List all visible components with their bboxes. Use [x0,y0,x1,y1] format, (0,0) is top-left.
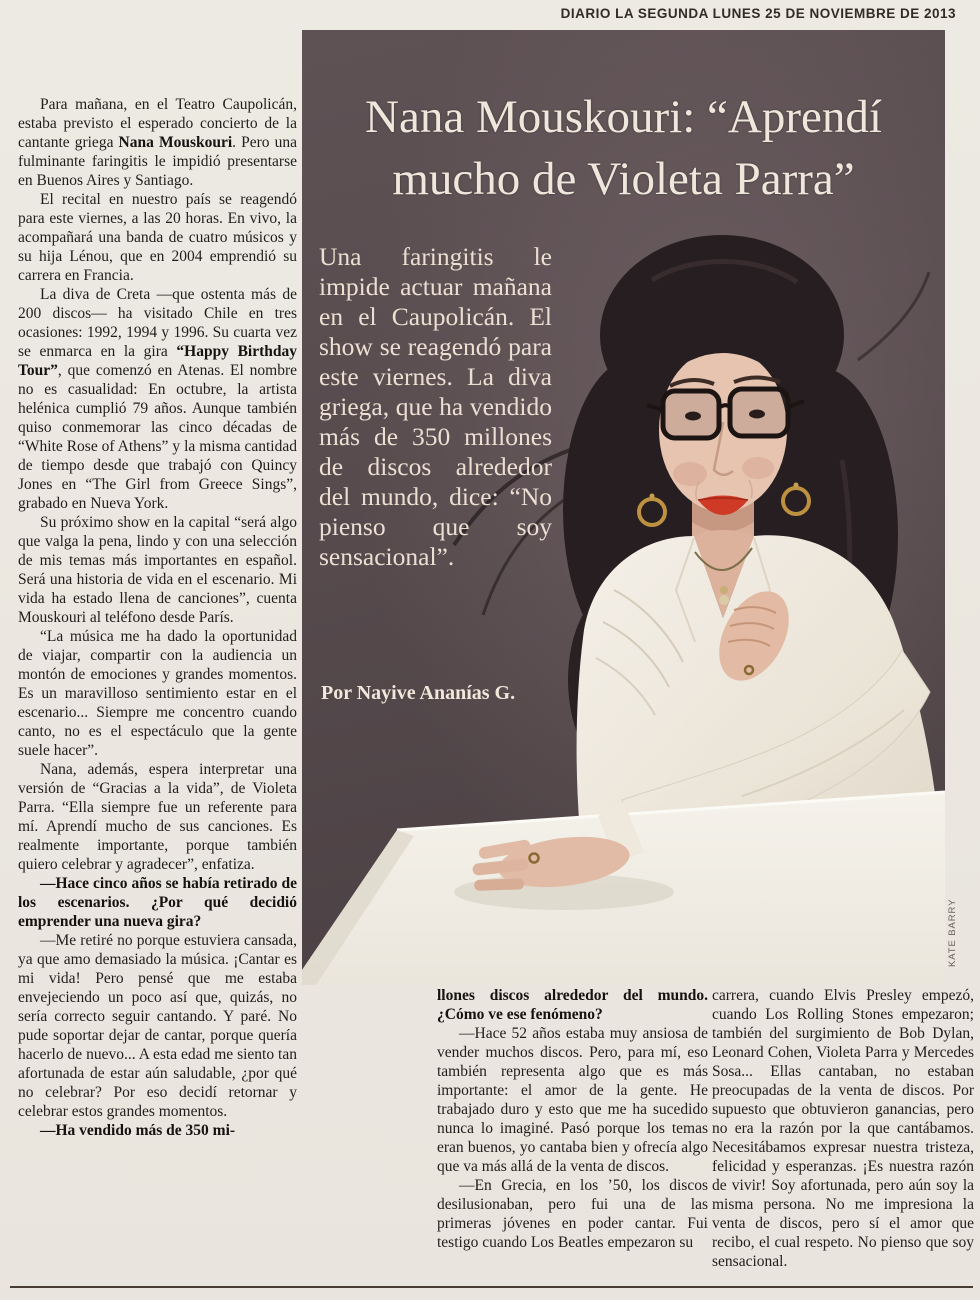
article-column-1 [18,95,297,1140]
article-paragraph: —Hace 52 años estaba muy ansiosa de vender muchos discos. Pero, para mí, eso también representa algo que es más importante: el amor de la gente. He trabajado duro y esto que me ha sucedido nunca lo imaginé. Pasó porque los temas eran buenos, yo cantaba bien y ofrecía algo que va más allá de la venta de discos. [437,1025,708,1175]
article-paragraph: —Me retiré no porque estuviera cansada, ya que amo demasiado la música. ¡Cantar es mi vida! Pero pensé que me estaba envejeciendo un poco así que, quizás, no sería correcto seguir cantando. Y paré. No pude soportar dejar de cantar, porque quería hacerlo de nuevo... A esta edad me siento tan afortunada de estar aún saludable, ¿por qué no celebrar? Por eso decidí retornar y celebrar estos grandes momentos. [18,932,297,1120]
headline-line-2: mucho de Violeta Parra” [392,153,855,205]
article-paragraph: La diva de Creta —que ostenta más de 200 discos— ha visitado Chile en tres ocasiones: 1992, 1994 y 1996. Su cuarta vez se enmarca en la gira “Happy Birthday Tour”, que comenzó en Atenas. El nombre no es casualidad: En octubre, la artista helénica cumplió 79 años. Aunque también quiso conmemorar las cinco décadas de “White Rose of Athens” y la misma cantidad de tiempo desde que trabajó con Quincy Jones en “The Girl from Greece Sings”, grabado en Nueva York. [18,286,297,512]
article-paragraph: llones discos alrededor del mundo. ¿Cómo ve ese fenómeno? [437,987,708,1023]
article-paragraph: El recital en nuestro país se reagendó para este viernes, a las 20 horas. En vivo, la acompañará una banda de cuatro músicos y su hija Lénou, que en 2004 emprendió su carrera en Francia. [18,191,297,284]
article-paragraph: Nana, además, espera interpretar una versión de “Gracias a la vida”, de Violeta Parra. “Ella siempre fue un referente para mí. Aprendí mucho de sus canciones. Es realmente importante, porque también quiero celebrar y agradecer”, enfatiza. [18,761,297,873]
byline: Por Nayive Ananías G. [321,682,516,704]
article-paragraph: —Hace cinco años se había retirado de los escenarios. ¿Por qué decidió emprender una nueva gira? [18,875,297,930]
photo-headline [302,86,945,210]
bottom-rule [10,1286,973,1288]
article-paragraph: —En Grecia, en los ’50, los discos desilusionaban, pero fui una de las primeras jóvenes en poder cantar. Fui testigo cuando Los Beatles empezaron su [437,1177,708,1251]
article-paragraph: Su próximo show en la capital “será algo que valga la pena, lindo y con una selección de mis temas más importantes en español. Será una historia de vida en el escenario. Mi vida ha estado llena de canciones”, cuenta Mouskouri al teléfono desde París. [18,514,297,626]
photo-lede: Una faringitis le impide actuar mañana en el Caupolicán. El show se reagendó para este viernes. La diva griega, que ha vendido más de 350 millones de discos alrededor del mundo, dice: “No pienso que soy sensacional”. [319,242,552,571]
article-photo [302,30,945,985]
photo-credit: KATE BARRY [947,898,958,967]
article-paragraph: —Ha vendido más de 350 mi- [40,1122,236,1139]
article-column-2 [437,986,708,1252]
article-paragraph: “La música me ha dado la oportunidad de viajar, compartir con la audiencia un montón de emociones y grandes momentos. Es un maravilloso sentimiento estar en el escenario... Siempre me concentro cuando canto, no es el espectáculo que la gente suele hacer”. [18,628,297,759]
article-paragraph: Para mañana, en el Teatro Caupolicán, estaba previsto el esperado concierto de la cantante griega Nana Mouskouri. Pero una fulminante faringitis le impidió presentarse en Buenos Aires y Santiago. [18,96,298,189]
masthead: DIARIO LA SEGUNDA LUNES 25 DE NOVIEMBRE DE 2013 [560,6,956,21]
article-paragraph: carrera, cuando Elvis Presley empezó, cuando Los Rolling Stones empezaron; también del surgimiento de Bob Dylan, Leonard Cohen, Violeta Parra y Mercedes Sosa... Ellas cantaban, no estaban preocupadas de la venta de discos. Por supuesto que obtuvieron ganancias, pero no era la razón por la que cantábamos. Necesitábamos expresar nuestra tristeza, felicidad y esperanzas. ¡Es nuestra razón de vivir! Soy afortunada, pero aún soy la misma persona. No me impresiona la venta de discos, pero sí el amor que recibo, el cual respeto. No pienso que soy sensacional. [712,987,974,1270]
headline-line-1: Nana Mouskouri: “Aprendí [365,91,882,143]
article-column-3 [712,986,974,1271]
